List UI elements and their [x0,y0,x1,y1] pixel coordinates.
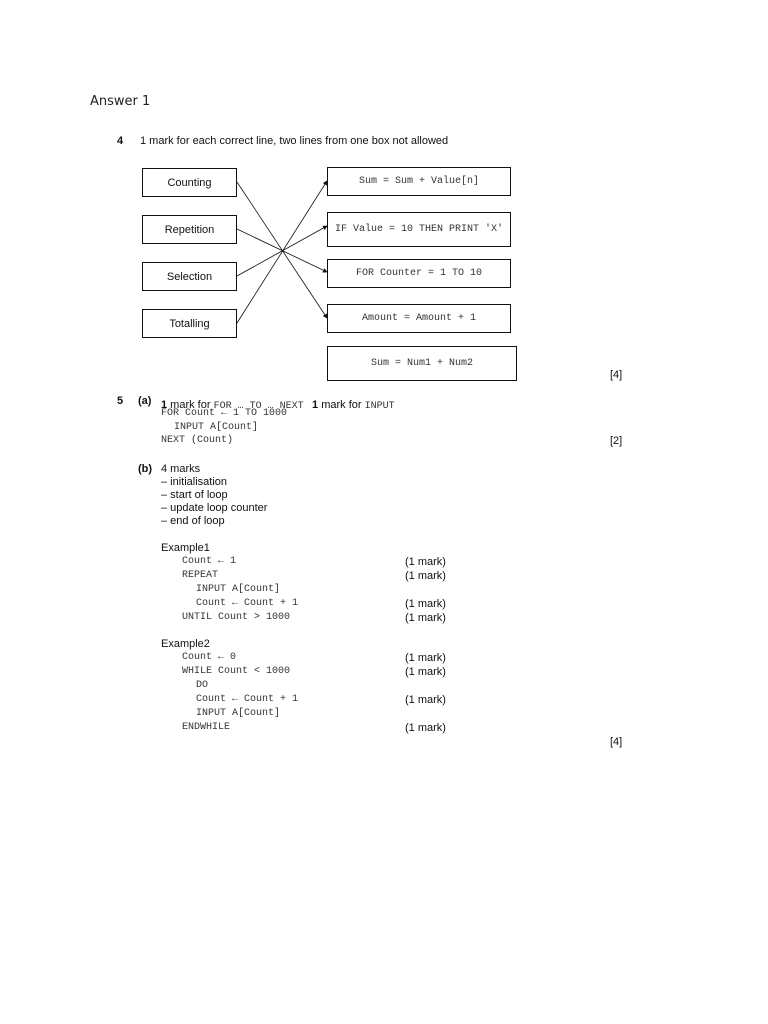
example2-title: Example2 [161,638,210,650]
q5-number: 5 [117,395,124,407]
q5b-point-1: – initialisation [161,476,228,488]
left-box-selection: Selection [142,262,237,291]
q4-number: 4 [117,135,124,147]
line-selection-to-if [237,226,327,276]
example1-code-3: INPUT A[Count] [196,584,281,595]
left-box-totalling: Totalling [142,309,237,338]
example2-mark-2: (1 mark) [405,666,446,678]
example1-mark-4: (1 mark) [405,598,446,610]
left-box-counting: Counting [142,168,237,197]
example2-code-3: DO [196,680,209,691]
right-box-if-value: IF Value = 10 THEN PRINT 'X' [327,212,511,247]
q5a-mark1-number: 1 [161,399,168,411]
page-title: Answer 1 [90,94,151,109]
example2-mark-4: (1 mark) [405,694,446,706]
example2-mark-1: (1 mark) [405,652,446,664]
q5a-mark2-code: INPUT [364,401,395,412]
q4-instruction: 1 mark for each correct line, two lines from one box not allowed [140,135,449,147]
example1-mark-1: (1 mark) [405,556,446,568]
right-box-sum-num: Sum = Num1 + Num2 [327,346,517,381]
example1-title: Example1 [161,542,210,554]
q5a-code-line-1: FOR Count ← 1 TO 1000 [161,408,288,419]
q5a-marks: [2] [610,435,623,447]
right-box-for-counter: FOR Counter = 1 TO 10 [327,259,511,288]
q5b-point-2: – start of loop [161,489,228,501]
q5b-title: 4 marks [161,463,201,475]
example2-code-4: Count ← Count + 1 [196,694,299,705]
q5b-point-4: – end of loop [161,515,225,527]
example2-code-2: WHILE Count < 1000 [182,666,291,677]
left-box-repetition: Repetition [142,215,237,244]
example1-mark-5: (1 mark) [405,612,446,624]
example1-code-4: Count ← Count + 1 [196,598,299,609]
q5a-mark1-text: mark for [167,399,214,411]
example2-mark-6: (1 mark) [405,722,446,734]
right-box-amount: Amount = Amount + 1 [327,304,511,333]
q4-marks: [4] [610,369,623,381]
example2-code-1: Count ← 0 [182,652,237,663]
q5a-mark2-number: 1 [312,399,319,411]
q5a-code-line-2: INPUT A[Count] [174,422,259,433]
q5b-label: (b) [138,463,153,475]
example2-code-5: INPUT A[Count] [196,708,281,719]
example1-code-1: Count ← 1 [182,556,237,567]
line-repetition-to-for [237,229,327,272]
q5a-label: (a) [138,395,152,407]
q5a-mark2-text: mark for [318,399,365,411]
q5b-marks: [4] [610,736,623,748]
q5b-point-3: – update loop counter [161,502,268,514]
example1-mark-2: (1 mark) [405,570,446,582]
example1-code-5: UNTIL Count > 1000 [182,612,291,623]
right-box-sum-value: Sum = Sum + Value[n] [327,167,511,196]
example2-code-6: ENDWHILE [182,722,231,733]
example1-code-2: REPEAT [182,570,219,581]
q5a-mark1-code: FOR … TO … NEXT [213,401,304,412]
q5a-code-line-3: NEXT (Count) [161,435,234,446]
matching-lines [0,0,768,400]
